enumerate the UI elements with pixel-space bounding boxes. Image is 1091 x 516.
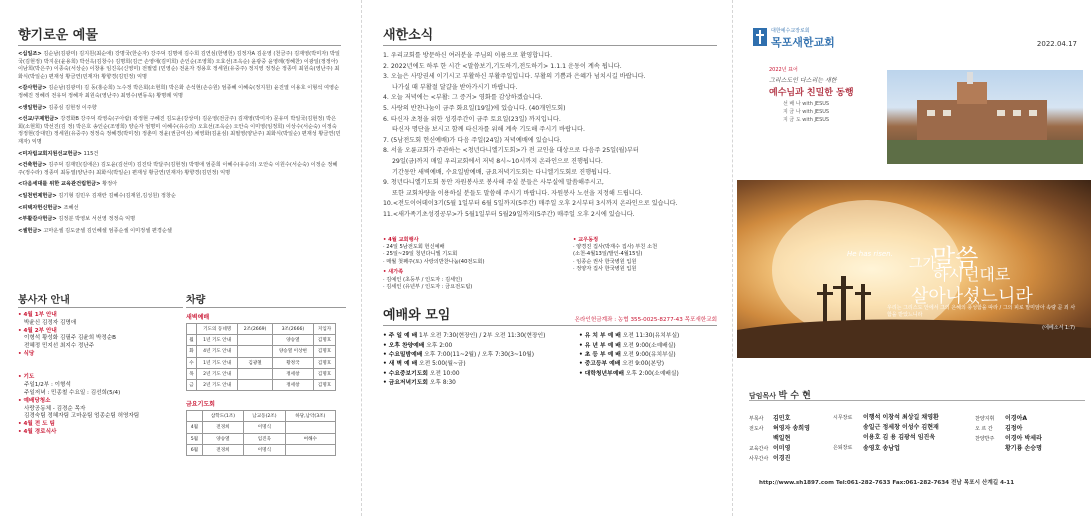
car-cell: 하당,남악(3조) (285, 411, 335, 422)
car-row (187, 433, 336, 444)
car-cell (285, 422, 335, 433)
worship-name: • 초 등 부 예 배 (579, 351, 621, 358)
staff-row (749, 414, 829, 424)
worship-title: 예배와 모임 (383, 304, 717, 326)
staff-role: 사무간사 (749, 456, 769, 462)
worship-row (383, 379, 573, 388)
car-table-friday (186, 410, 336, 456)
worship-time: 오후 7:00(11~2월) / 오후 7:30(3~10월) (424, 351, 535, 358)
news-item: 11.<새가족기초성경공부>가 5월1일부터 5월29일까지(5주간) 매주일 오후 2시에 있습니다. (383, 210, 635, 218)
service-label: • 4월 경로식사 (18, 428, 57, 435)
banner-line-2: 하시던대로 (933, 265, 1011, 284)
music-role: 찬양반주 (975, 436, 995, 442)
worship-name: • 유 치 부 예 배 (579, 333, 621, 340)
car-cell (238, 379, 272, 390)
car-cell: 김광철 (238, 357, 272, 368)
worship-row (383, 360, 573, 369)
vision-sub-line: 선 배 나 with JESUS (783, 101, 830, 107)
box-line: · 24일 5남전도회 헌신예배 (383, 243, 445, 250)
box-line: (소천-4월13일/발인-4월15일) (573, 251, 643, 258)
staff-row (749, 444, 829, 454)
offering-label: <부활감사헌금> (18, 216, 57, 223)
offerings-list (18, 51, 341, 235)
offering-names: 김기형 김민우 김재란 김혜수(김재원,김성원) 정창순 (58, 192, 176, 199)
service-title: 봉사자 안내 (18, 291, 183, 308)
car-subtitle-dawn: 새벽예배 (186, 314, 210, 321)
car-row (187, 357, 336, 368)
car-cell: 3조(2666) (272, 324, 314, 335)
offering-label: <셀헌금> (18, 227, 42, 234)
vision-line-2: 예수님과 친밀한 동행 (769, 88, 854, 98)
car-cell: 1년 기도 안내 (196, 357, 238, 368)
offering-entry (18, 193, 341, 201)
car-cell: 이명식 (244, 444, 285, 455)
offering-entry (18, 105, 341, 113)
news-item: 나가실 때 부활절 달걀을 받아가시기 바랍니다. (392, 83, 518, 91)
music-role: 찬양지휘 (975, 416, 995, 422)
car-cell: 기도의 동네명 (196, 324, 238, 335)
car-cell (187, 411, 203, 422)
car-row (187, 324, 336, 335)
offering-entry (18, 181, 341, 189)
offering-entry (18, 205, 341, 213)
worship-name: • 금요저녁기도회 (383, 379, 428, 386)
worship-row (579, 351, 727, 360)
pastor-label: 담임목사 (749, 392, 777, 400)
worship-name: • 주 일 예 배 (383, 333, 418, 340)
offering-names: 김순남(김광미) 김지원(최순애) 강명국(한순자) 강주덕 김명애 김수희 김연심(한병헌) 김정자A 김운영 (천금주) 김재영(박미자) 박일국(김현정) 박지운(윤용희) 박선옥(김창수) 김명희(김근 손영애(김미희) 손인순(조영희) 오효선(조옥순) 윤광중 윤영례(정혜찬) 이광일(정정아) 이남희(박은주) 이종숙(서상순) 이창용 임진옥(신영미) 전필엽 (민영순) 전윤자 정용호 정세원(유중주) 정지영 정정순 정종미 최원숙(영난주) 최화식(박일순) 편재성 황금연(민재자) 황향경(김민정) 익명 (18, 51, 340, 80)
car-cell: 2조(2669) (238, 324, 272, 335)
car-row (187, 411, 336, 422)
service-line: 주일1/2부 : 이형석 (24, 382, 71, 389)
offering-account: 온라인헌금계좌 : 농협 355-0025-8277-43 목포새한교회 (574, 317, 717, 324)
car-row (187, 335, 336, 346)
offering-names: 115건 (83, 150, 99, 157)
worship-row (383, 351, 573, 360)
elders-list (863, 413, 973, 443)
worship-time: 오전 5:00(월~금) (419, 361, 466, 368)
events-title: • 4월 교회행사 (383, 236, 419, 243)
car-cell: 김명호 (314, 346, 336, 357)
car-column (186, 291, 346, 456)
music-row (975, 434, 1085, 444)
offering-label: <건축헌금> (18, 162, 47, 169)
worship-time: 1부 오전 7:30(현장인) / 2부 오전 11:30(현장인) (419, 333, 546, 340)
service-line (18, 367, 183, 375)
worship-row (579, 342, 727, 351)
staff-role: 부목사 (749, 416, 764, 422)
box-line: · 양경진 집사(박재수 집사) 부친 소천 (573, 243, 658, 250)
staff-name: 이경진 (773, 455, 791, 462)
car-subtitle-friday: 금요기도회 (186, 401, 215, 409)
box-line: · 25일~29일 청년다니엘 기도회 (383, 251, 458, 258)
staff-row (749, 454, 829, 464)
news-item: 10.<전도이어데이3기(5월 1일부터 6월 5일까지(5주간) 매주일 오후 2시부터 3시까지 온라인으로 있습니다. (383, 200, 678, 208)
music-row (975, 444, 1085, 454)
car-cell: 남교동(2조) (244, 411, 285, 422)
banner-verse: 우리는 그리스도 안에서 그의 은혜의 풍성함을 따라 / 그의 피로 말미암아 속량 곧 죄 사함을 받았느니라 (887, 305, 1076, 318)
news-item: 또한 교회차량을 이용하실 분들도 말씀해 주시기 바랍니다. 자원봉사 노선을 지정해 드립니다. (392, 189, 643, 197)
vision-year: 2022년 표어 (769, 67, 798, 73)
banner-reference: (에베소서 1:7) (1042, 325, 1075, 331)
church-building-photo (887, 70, 1083, 164)
news-item: 3. 오늘은 사망권세 이기시고 부활하신 부활주일입니다. 부활의 기쁨과 은혜가 넘치시길 바랍니다. (383, 73, 646, 81)
news-item: 2. 2022년에도 하루 한 시간 <말씀보기,기도하기,전도하기> 1.1.1 운동이 계속 됩니다. (383, 62, 622, 70)
music-row (975, 414, 1085, 424)
box-line: · 김세인 (유년부 / 인도자 : 금요전도팀) (383, 283, 473, 290)
worship-time: 오전 9:00(소예배실) (622, 342, 676, 349)
car-cell: 이명식 (244, 422, 285, 433)
worship-time: 오후 2:00 (426, 342, 453, 349)
service-line: 김경숙팀 정혜자팀 고마운팀 엄종순팀 허영자팀 (24, 413, 140, 420)
news-item: 4. 오늘 저녁에는 <부활: 그 증거> 영화를 감상하겠습니다. (383, 94, 543, 102)
box-line: · 정양자 집사 한국병원 입원 (573, 266, 637, 273)
news-item: 기간동안 새벽예배, 수요일밤예배, 금요저녁기도회는 다니엘기도회로 진행됩니다. (392, 168, 611, 176)
offering-label: <다음세대를 위한 교육관건립헌금> (18, 181, 101, 188)
car-cell: 양승열 이상현 (272, 346, 314, 357)
news-panel (365, 0, 727, 516)
offering-label: <피택자헌신헌금> (18, 204, 62, 211)
offering-entry (18, 85, 341, 100)
car-cell (238, 346, 272, 357)
car-cell: 화 (187, 346, 197, 357)
service-column (18, 291, 183, 437)
offering-entry (18, 228, 341, 236)
staff-name: 김민호 (773, 415, 791, 422)
cover-panel (737, 0, 1091, 516)
member-news-title: • 교우동정 (573, 236, 599, 243)
news-item: 7. (5남전도회 헌신예배)가 다음 주일(24일) 저녁예배에 있습니다. (383, 136, 562, 144)
newcomers-list (383, 277, 573, 292)
news-item: 5. 사랑의 반찬나눔이 금주 화요일(19일)에 있습니다. (40개인도회) (383, 104, 566, 112)
offering-entry (18, 116, 341, 146)
news-item: 9. 청년다니엘기도회 동안 자원봉사로 봉사해 주실 분들은 사무실에 말씀해주시고, (383, 179, 604, 187)
service-label: • 4월 전 도 팀 (18, 421, 55, 428)
service-line: 박윤신 김정자 김명애 (24, 319, 77, 326)
news-list (383, 51, 717, 221)
offering-names: 고마운셀 김도균셀 김인혜셀 엄종순셀 이미정셀 편경순셀 (43, 227, 172, 234)
car-cell (187, 324, 197, 335)
news-item: 6. 타신자 초청을 위한 성경주간이 금주 토요일(23일) 까지입니다. (383, 115, 561, 123)
offering-label: <생일헌금> (18, 104, 47, 111)
offering-names: 김종심 김현정 이주향 (48, 104, 97, 111)
worship-name: • 중고등부 예배 (579, 361, 621, 368)
car-row (187, 368, 336, 379)
offering-label: <미자립교회지원선교헌금> (18, 150, 82, 157)
member-news-list (573, 244, 657, 274)
car-cell: 정세창 (272, 379, 314, 390)
offering-label: <일천번제헌금> (18, 192, 57, 199)
car-cell: 양승열 (272, 335, 314, 346)
car-cell: 1년 기도 안내 (196, 335, 238, 346)
offering-names: 강경화B 강주덕 곽영숙(구아람) 곽정현 구혜진 김도윤(강상미) 김운영(전금주) 김재영(박미자) 문유미 박일국(김현정) 박은회(소현희) 박선진(김 정) 박은호 송인순(조영희) 양순자 엄명미 이혜수(유승의) 오효선(조옥순) 오안숙 이미영(임정희) 이상수(서순숙) 이정숙 정정현(강대민) 정세원(유중주) 정정숙 정혜경(박미정) 정춘미 정윤(권금미선) 채영화(김윤심) 최필영(양난주) 최화식(박일순) 편재성 황금연(민재자) 익명 (18, 116, 341, 145)
worship-row (579, 360, 727, 369)
car-cell: 전경희 (202, 444, 243, 455)
retired-elders-label: 은퇴장로 (833, 445, 853, 451)
worship-row (383, 342, 573, 351)
church-logo-icon (753, 28, 767, 46)
music-name: 이경아 박세라 (1005, 435, 1042, 442)
car-cell: 5월 (187, 433, 203, 444)
car-cell (238, 335, 272, 346)
worship-time: 오전 9:00(유치부실) (622, 351, 676, 358)
offering-label: <선교/구제헌금> (18, 116, 59, 123)
news-item: 1. 우리교회를 방문하신 여러분을 주님의 이름으로 환영합니다. (383, 52, 553, 59)
car-cell (285, 444, 335, 455)
fold-line-1 (361, 0, 362, 516)
elders-label: 시무장로 (833, 415, 853, 421)
car-cell: 양승열 (202, 433, 243, 444)
car-cell: 수 (187, 357, 197, 368)
offerings-title: 향기로운 예물 (18, 24, 341, 46)
offering-entry (18, 151, 341, 159)
music-staff-list (975, 414, 1085, 454)
car-row (187, 346, 336, 357)
service-line: 전혜정 민지선 최지수 정난주 (24, 343, 95, 350)
car-cell: 6월 (187, 444, 203, 455)
car-cell: 4년 기도 안내 (196, 346, 238, 357)
fold-line-2 (732, 0, 733, 516)
elder-line: 이용호 김 용 김광석 임진욱 (863, 434, 936, 441)
car-cell (238, 368, 272, 379)
worship-name: • 대학청년부예배 (579, 370, 624, 377)
bulletin-date: 2022.04.17 (1036, 40, 1077, 48)
music-name: 이경아A (1005, 415, 1028, 422)
car-cell: 전경희 (202, 422, 243, 433)
music-name: 김정아 (1005, 425, 1023, 432)
church-name: 목포새한교회 (771, 36, 835, 49)
news-item: 29일(금)까지 매일 우리교회에서 저녁 8시~10시까지 온라인으로 진행됩니다. (392, 157, 603, 165)
service-label: • 예배당청소 (18, 397, 51, 404)
car-row (187, 379, 336, 390)
car-cell: 김명호 (314, 379, 336, 390)
service-label: • 4월 2부 안내 (18, 327, 57, 334)
car-row (187, 444, 336, 455)
news-title: 새한소식 (383, 24, 717, 46)
vision-sub-line: 지 금 나 with JESUS (783, 109, 830, 115)
staff-divider (749, 400, 1085, 401)
banner-line-1a: 그가 (909, 256, 937, 272)
service-line: 이형석 황성화 김필주 김윤희 박정순B (24, 335, 117, 342)
staff-name: 백일현 (773, 435, 791, 442)
offering-label: <십일조> (18, 51, 42, 57)
service-list (18, 312, 183, 437)
box-line: · 매월 첫째주(토) 사랑의반찬나눔(40전도회) (383, 258, 485, 265)
car-cell: 금 (187, 379, 197, 390)
events-right (573, 237, 657, 292)
service-label: • 기도 (18, 374, 35, 381)
elder-line: 이행석 이창석 최상길 채영환 (863, 414, 939, 421)
banner-line-3: 살아나셨느니라 (911, 286, 1033, 307)
offering-entry (18, 51, 341, 81)
offering-names: 김순남(김광미) 김 동(홍순희) 노수정 박은회(소현희) 박은화 손석현(손승원) 엄종혜 이혜숙(정지원) 윤진열 이용호 이형석 여영순 정혜진 정혜리 전유덕 정혜자 최원숙(영난주) 최영수(변동욱) 황명례 익명 (18, 85, 339, 99)
car-cell: 지입자 (314, 324, 336, 335)
worship-time: 오전 10:00 (429, 370, 460, 377)
elder-line: 송일근 정세창 이성수 김현재 (863, 424, 939, 431)
church-denomination: 대한예수교장로회 (771, 28, 810, 34)
car-row (187, 422, 336, 433)
banner-small: He has risen. (847, 250, 893, 258)
staff-name: 허영자 송희영 (773, 425, 810, 432)
staff-role: 전도사 (749, 426, 764, 432)
service-line: 주일저녁 : 민종철 수요일 : 김선희(5/4) (24, 389, 121, 396)
service-line (18, 359, 183, 367)
staff-list (749, 414, 829, 464)
car-table-dawn (186, 323, 336, 391)
worship-schedule (383, 332, 717, 402)
events-list (383, 244, 573, 266)
events-box (383, 237, 717, 292)
service-label: • 식당 (18, 350, 35, 357)
offering-names: 황정아 (102, 181, 118, 188)
worship-row (579, 332, 727, 341)
vision-line-1: 그리스도인 다스리는 새한 (769, 77, 837, 84)
music-name: 황기룡 손승명 (1005, 445, 1042, 452)
worship-name: • 수요중보기도회 (383, 370, 428, 377)
car-cell: 삼학도(1조) (202, 411, 243, 422)
worship-name: • 수요밀밤예배 (383, 351, 423, 358)
worship-time: 오전 11:30(유치부실) (622, 333, 680, 340)
box-line: · 임종순 권사 한국병원 입원 (573, 258, 637, 265)
worship-name: • 새 벽 예 배 (383, 361, 418, 368)
car-cell: 정세창 (272, 368, 314, 379)
box-line: · 김예인 (초등부 / 인도자 : 김세인) (383, 276, 463, 283)
service-line: 사랑공동체 - 김경순 목자 (24, 405, 86, 412)
car-cell: 황정국 (272, 357, 314, 368)
car-cell: 여해수 (285, 433, 335, 444)
car-cell: 임진욱 (244, 433, 285, 444)
news-item: 8. 서울 오륜교회가 주관하는 <청년다니엘기도회>가 전 교인을 대상으로 다음주 25일(월)부터 (383, 147, 639, 155)
car-cell: 김명호 (314, 357, 336, 368)
worship-name: • 유 년 부 예 배 (579, 342, 621, 349)
worship-row (383, 370, 573, 379)
offering-names: 김주덕 김재민(김애은) 김도윤(김선미) 김진탁 박달주(김현정) 박명애 엄준희 이혜수(유승의) 오안숙 이원수(서순숙) 이정순 정혜주(정수라) 정종미 최동열(양난주) 최화식(박일순) 편재성 황금연(민재자) 황향경(김민정) 익명 (18, 162, 338, 176)
newcomers-title: • 새가족 (383, 269, 404, 276)
worship-left (383, 332, 573, 388)
vision-sub-line: 지 금 도 with JESUS (783, 117, 830, 123)
music-role: 오 르 간 (975, 426, 993, 432)
staff-role: 교육간사 (749, 446, 769, 452)
offering-names: 김정분 박영보 서선영 정정숙 익명 (58, 216, 136, 223)
car-cell: 목 (187, 368, 197, 379)
car-title: 차량 (186, 291, 346, 308)
car-cell: 월 (187, 335, 197, 346)
banner-line-1b: 말씀 (932, 244, 979, 272)
worship-time: 오후 2:00(소예배실) (625, 370, 679, 377)
news-item: 타신자 명단을 보시고 함께 타신자를 위해 계속 기도해 주시기 바랍니다. (392, 126, 586, 134)
worship-right (579, 332, 727, 378)
retired-elders: 송영호 송남업 (863, 445, 900, 452)
car-cell: 4월 (187, 422, 203, 433)
car-cell: 김명호 (314, 335, 336, 346)
offering-entry (18, 162, 341, 177)
offering-entry (18, 216, 341, 224)
worship-time: 오후 8:30 (429, 379, 456, 386)
car-cell: 김명호 (314, 368, 336, 379)
car-cell: 2년 기도 안내 (196, 368, 238, 379)
pastor-name: 박 수 현 (778, 391, 811, 401)
car-cell: 2년 기도 안내 (196, 379, 238, 390)
church-contact-footer: http://www.sh1897.com Tel:061-282-7633 Fax:061-282-7634 전남 목포시 산계길 4-11 (759, 480, 1015, 486)
offering-label: <감사헌금> (18, 85, 47, 92)
worship-row (579, 370, 727, 379)
offering-names: 조혜선 (63, 204, 79, 211)
service-label: • 4월 1부 안내 (18, 312, 57, 318)
music-row (975, 424, 1085, 434)
worship-name: • 오후 찬양예배 (383, 342, 425, 349)
staff-name: 이미영 (773, 445, 791, 452)
vision-sub (783, 100, 829, 124)
worship-time: 오전 9:00(본당) (622, 361, 664, 368)
staff-row (749, 424, 829, 434)
worship-row (383, 332, 573, 341)
events-left (383, 237, 573, 292)
staff-row (749, 434, 829, 444)
